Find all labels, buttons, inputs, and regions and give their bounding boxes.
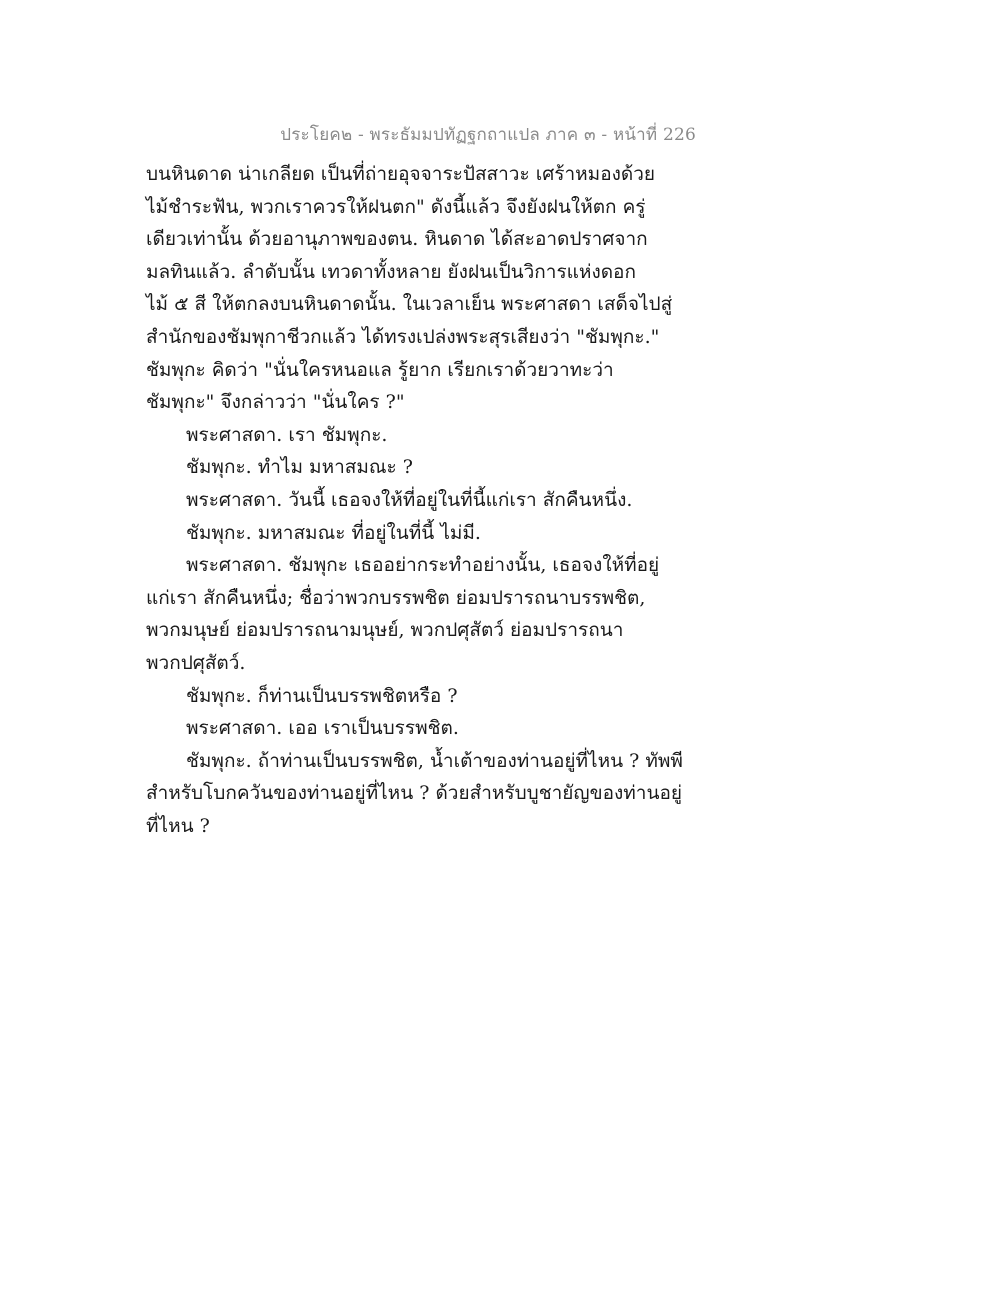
dialogue-line: พระศาสดา. ชัมพุกะ เธออย่ากระทำอย่างนั้น, เธอจงให้ที่อยู่ xyxy=(186,554,660,577)
dialogue-line: ชัมพุกะ. ทำไม มหาสมณะ ? xyxy=(186,456,413,479)
text-line: มลทินแล้ว. ลำดับนั้น เทวดาทั้งหลาย ยังฝนเป็นวิการแห่งดอก xyxy=(146,260,636,283)
text-line: สำหรับโบกควันของท่านอยู่ที่ไหน ? ด้วยสำหรับบูชายัญของท่านอยู่ xyxy=(146,782,682,805)
text-line: พวกปศุสัตว์. xyxy=(146,651,246,674)
running-header: ประโยค๒ - พระธัมมปทัฏฐกถาแปล ภาค ๓ - หน้าที่ 226 xyxy=(280,125,696,145)
text-line: ไม้ชำระฟัน, พวกเราควรให้ฝนตก" ดังนี้แล้ว จึงยังฝนให้ตก ครู่ xyxy=(146,195,646,218)
text-line: ที่ไหน ? xyxy=(146,814,210,837)
dialogue-line: ชัมพุกะ. ถ้าท่านเป็นบรรพชิต, น้ำเต้าของท่านอยู่ที่ไหน ? ทัพพี xyxy=(186,749,683,772)
text-line: ไม้ ๕ สี ให้ตกลงบนหินดาดนั้น. ในเวลาเย็น พระศาสดา เสด็จไปสู่ xyxy=(146,293,673,316)
text-line: ชัมพุกะ" จึงกล่าวว่า "นั่นใคร ?" xyxy=(146,391,405,414)
text-line: ชัมพุกะ คิดว่า "นั่นใครหนอแล รู้ยาก เรียกเราด้วยวาทะว่า xyxy=(146,358,614,381)
body-text xyxy=(146,158,721,842)
text-line: สำนักของชัมพุกาชีวกแล้ว ได้ทรงเปล่งพระสุรเสียงว่า "ชัมพุกะ." xyxy=(146,325,660,348)
dialogue-line: พระศาสดา. วันนี้ เธอจงให้ที่อยู่ในที่นี้แก่เรา สักคืนหนึ่ง. xyxy=(186,488,633,511)
dialogue-line: ชัมพุกะ. ก็ท่านเป็นบรรพชิตหรือ ? xyxy=(186,684,458,707)
text-line: เดียวเท่านั้น ด้วยอานุภาพของตน. หินดาด ได้สะอาดปราศจาก xyxy=(146,228,648,251)
dialogue-line: พระศาสดา. เรา ชัมพุกะ. xyxy=(186,423,388,446)
text-line: พวกมนุษย์ ย่อมปรารถนามนุษย์, พวกปศุสัตว์ ย่อมปรารถนา xyxy=(146,619,624,642)
text-line: บนหินดาด น่าเกลียด เป็นที่ถ่ายอุจจาระปัสสาวะ เศร้าหมองด้วย xyxy=(146,163,656,185)
dialogue-line: พระศาสดา. เออ เราเป็นบรรพชิต. xyxy=(186,717,459,740)
dialogue-line: ชัมพุกะ. มหาสมณะ ที่อยู่ในที่นี้ ไม่มี. xyxy=(186,521,481,544)
text-line: แก่เรา สักคืนหนึ่ง; ชื่อว่าพวกบรรพชิต ย่อมปรารถนาบรรพชิต, xyxy=(146,586,646,609)
